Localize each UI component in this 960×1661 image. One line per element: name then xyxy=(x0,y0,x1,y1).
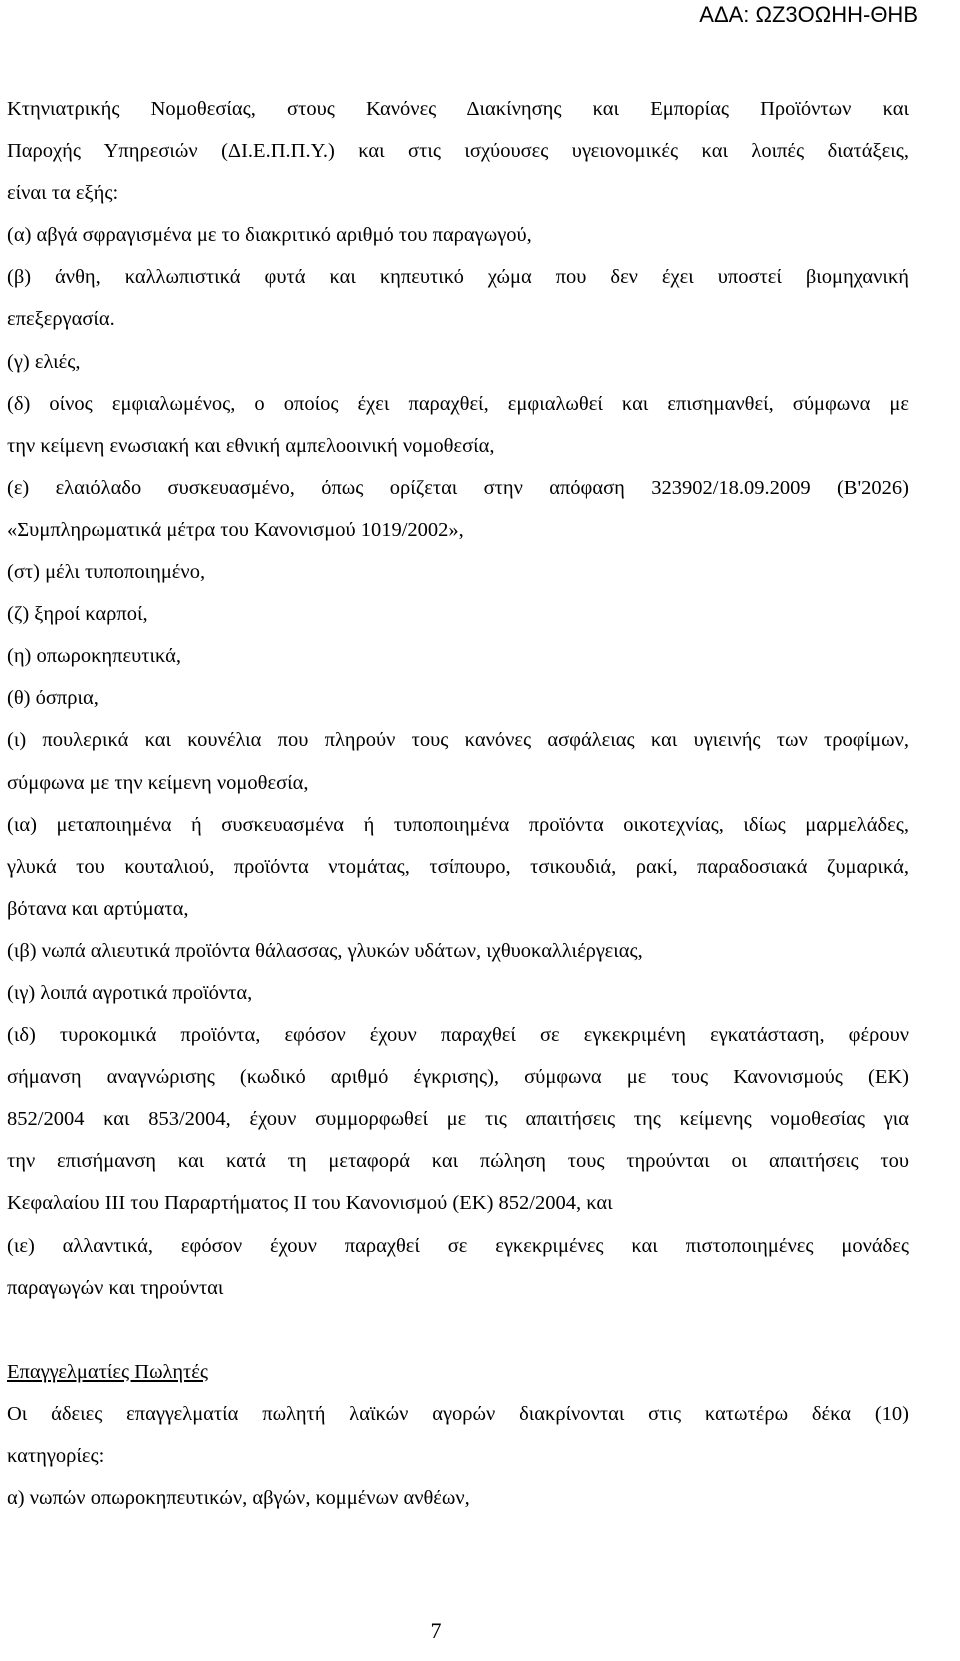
section-heading xyxy=(7,1351,909,1393)
list-item-continuation: 852/2004 και 853/2004, έχουν συμμορφωθεί με τις απαιτήσεις της κείμενης νομοθεσίας για xyxy=(7,1108,909,1131)
spacer xyxy=(7,1309,909,1351)
list-item: (ζ) ξηροί καρποί, xyxy=(7,603,148,626)
list-item: (ι) πουλερικά και κουνέλια που πληρούν τους κανόνες ασφάλειας και υγιεινής των τροφίμων, xyxy=(7,729,909,752)
list-item: (στ) μέλι τυποποιημένο, xyxy=(7,561,206,584)
paragraph-line: είναι τα εξής: xyxy=(7,182,119,205)
list-item: (ιβ) νωπά αλιευτικά προϊόντα θάλασσας, γλυκών υδάτων, ιχθυοκαλλιέργειας, xyxy=(7,939,643,962)
list-item-continuation: Κεφαλαίου ΙΙΙ του Παραρτήματος ΙΙ του Κανονισμού (ΕΚ) 852/2004, και xyxy=(7,1192,613,1215)
list-item: (γ) ελιές, xyxy=(7,350,81,373)
page-number: 7 xyxy=(430,1618,442,1643)
list-item-continuation: σήμανση αναγνώρισης (κωδικό αριθμό έγκρισης), σύμφωνα με τους Κανονισμούς (ΕΚ) xyxy=(7,1066,909,1089)
list-item-continuation: την επισήμανση και κατά τη μεταφορά και πώληση τους τηρούνται οι απαιτήσεις του xyxy=(7,1150,909,1173)
list-item: (α) αβγά σφραγισμένα με το διακριτικό αριθμό του παραγωγού, xyxy=(7,224,532,247)
list-item: (ιε) αλλαντικά, εφόσον έχουν παραχθεί σε εγκεκριμένες και πιστοποιημένες μονάδες xyxy=(7,1234,909,1257)
list-item: (η) οπωροκηπευτικά, xyxy=(7,645,181,668)
list-item-continuation: γλυκά του κουταλιού, προϊόντα ντομάτας, τσίπουρο, τσικουδιά, ρακί, παραδοσιακά ζυμαρικά, xyxy=(7,855,909,878)
list-item: α) νωπών οπωροκηπευτικών, αβγών, κομμένων ανθέων, xyxy=(7,1487,470,1509)
ada-code: ΑΔΑ: ΩΖ3ΟΩΗΗ-ΘΗΒ xyxy=(699,2,918,27)
section-heading-text: Επαγγελματίες Πωλητές xyxy=(7,1360,209,1383)
list-item: (θ) όσπρια, xyxy=(7,687,99,710)
list-item: (ιγ) λοιπά αγροτικά προϊόντα, xyxy=(7,981,253,1004)
list-item: (ε) ελαιόλαδο συσκευασμένο, όπως ορίζεται στην απόφαση 323902/18.09.2009 (Β'2026) xyxy=(7,476,909,499)
list-item: (ια) μεταποιημένα ή συσκευασμένα ή τυποποιημένα προϊόντα οικοτεχνίας, ιδίως μαρμελάδες, xyxy=(7,813,909,836)
paragraph-line: Κτηνιατρικής Νομοθεσίας, στους Κανόνες Διακίνησης και Εμπορίας Προϊόντων και xyxy=(7,98,909,120)
paragraph-line: κατηγορίες: xyxy=(7,1444,105,1467)
list-item: (δ) οίνος εμφιαλωμένος, ο οποίος έχει παραχθεί, εμφιαλωθεί και επισημανθεί, σύμφωνα με xyxy=(7,392,909,415)
list-item-continuation: παραγωγών και τηρούνται xyxy=(7,1276,224,1299)
paragraph-line: Οι άδειες επαγγελματία πωλητή λαϊκών αγορών διακρίνονται στις κατωτέρω δέκα (10) xyxy=(7,1402,909,1425)
list-item-continuation: την κείμενη ενωσιακή και εθνική αμπελοοινική νομοθεσία, xyxy=(7,434,495,457)
list-item: (β) άνθη, καλλωπιστικά φυτά και κηπευτικό χώμα που δεν έχει υποστεί βιομηχανική xyxy=(7,266,909,289)
list-item: (ιδ) τυροκομικά προϊόντα, εφόσον έχουν παραχθεί σε εγκεκριμένη εγκατάσταση, φέρουν xyxy=(7,1024,909,1047)
list-item-continuation: βότανα και αρτύματα, xyxy=(7,897,189,920)
paragraph-line: Παροχής Υπηρεσιών (ΔΙ.Ε.Π.Π.Υ.) και στις ισχύουσες υγειονομικές και λοιπές διατάξεις, xyxy=(7,140,909,163)
list-item-continuation: επεξεργασία. xyxy=(7,308,115,331)
document-body xyxy=(7,88,909,1519)
list-item-continuation: σύμφωνα με την κείμενη νομοθεσία, xyxy=(7,771,309,794)
list-item-continuation: «Συμπληρωματικά μέτρα του Κανονισμού 1019/2002», xyxy=(7,518,464,541)
